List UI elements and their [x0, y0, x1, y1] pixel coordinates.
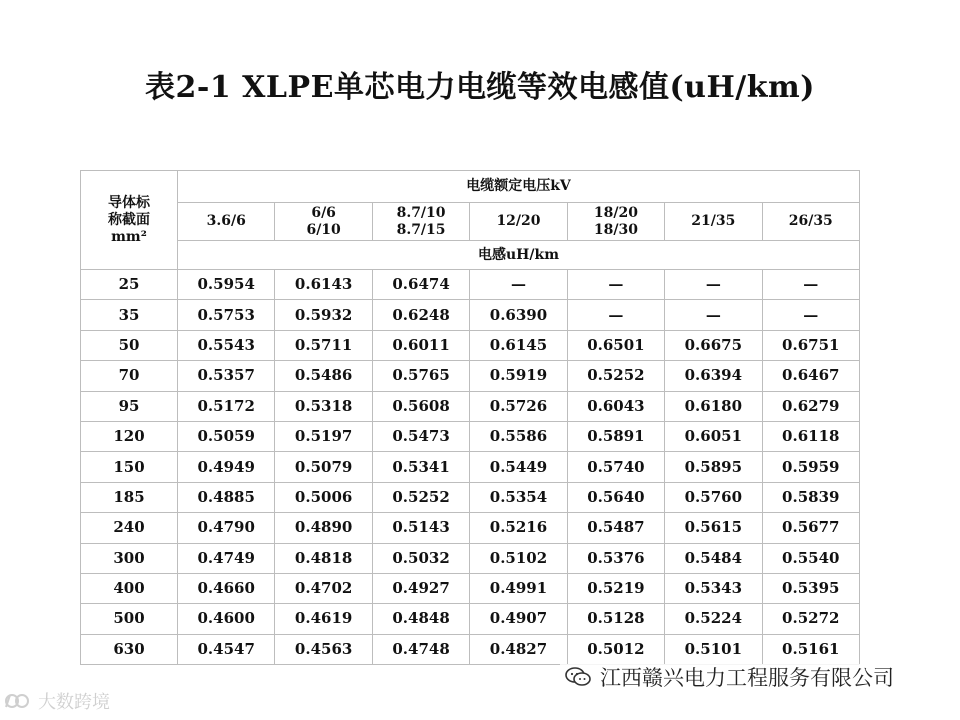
inductance-value-cell: 0.6180	[665, 391, 762, 421]
inductance-value-cell: 0.5640	[567, 482, 664, 512]
inductance-value-cell: 0.4702	[275, 573, 372, 603]
inductance-value-cell: 0.5540	[762, 543, 859, 573]
inductance-value-cell: 0.6051	[665, 421, 762, 451]
inductance-value-cell: 0.5677	[762, 513, 859, 543]
inductance-value-cell: 0.4619	[275, 604, 372, 634]
inductance-value-cell: 0.4827	[470, 634, 567, 664]
inductance-value-cell: 0.6501	[567, 330, 664, 360]
voltage-line1: 6/6	[311, 204, 336, 221]
voltage-line2: 6/10	[306, 221, 341, 238]
voltage-line1: 26/35	[788, 213, 833, 229]
inductance-value-cell: 0.5354	[470, 482, 567, 512]
corner-header	[81, 171, 178, 270]
corner-label-line2: 称截面	[108, 211, 150, 228]
inductance-value-cell: 0.6043	[567, 391, 664, 421]
voltage-column-header	[665, 203, 762, 241]
table-row	[81, 300, 860, 330]
inductance-value-cell: 0.5486	[275, 361, 372, 391]
inductance-value-cell: —	[665, 300, 762, 330]
inductance-value-cell: 0.6751	[762, 330, 859, 360]
inductance-value-cell: 0.6143	[275, 270, 372, 300]
inductance-value-cell: 0.5895	[665, 452, 762, 482]
inductance-value-cell: 0.5219	[567, 573, 664, 603]
table-row	[81, 573, 860, 603]
inductance-value-cell: 0.5449	[470, 452, 567, 482]
inductance-value-cell: 0.5101	[665, 634, 762, 664]
inductance-value-cell: 0.5376	[567, 543, 664, 573]
inductance-value-cell: 0.5954	[178, 270, 275, 300]
inductance-value-cell: 0.5197	[275, 421, 372, 451]
table-row	[81, 270, 860, 300]
inductance-value-cell: 0.4818	[275, 543, 372, 573]
conductor-size-cell: 70	[81, 361, 178, 391]
inductance-value-cell: 0.6248	[372, 300, 469, 330]
voltage-line2: 8.7/15	[396, 221, 446, 238]
watermark-right-text: 江西赣兴电力工程服务有限公司	[600, 666, 894, 690]
inductance-value-cell: —	[470, 270, 567, 300]
inductance-value-cell: 0.6394	[665, 361, 762, 391]
inductance-value-cell: 0.5919	[470, 361, 567, 391]
watermark-left-text: 大数跨境	[38, 692, 110, 713]
voltage-column-header	[178, 203, 275, 241]
inductance-value-cell: 0.4907	[470, 604, 567, 634]
inductance-value-cell: —	[762, 300, 859, 330]
inductance-value-cell: 0.5128	[567, 604, 664, 634]
inductance-value-cell: —	[567, 300, 664, 330]
inductance-value-cell: 0.5357	[178, 361, 275, 391]
corner-label-line1: 导体标	[108, 194, 150, 211]
inductance-value-cell: 0.5740	[567, 452, 664, 482]
voltage-line1: 8.7/10	[396, 204, 446, 221]
inductance-value-cell: 0.5318	[275, 391, 372, 421]
inductance-value-cell: 0.5932	[275, 300, 372, 330]
inductance-value-cell: 0.5032	[372, 543, 469, 573]
inductance-value-cell: 0.4991	[470, 573, 567, 603]
page-title: 表2-1 XLPE单芯电力电缆等效电感值(uH/km)	[145, 70, 815, 105]
inductance-value-cell: 0.5343	[665, 573, 762, 603]
inductance-value-cell: 0.4848	[372, 604, 469, 634]
voltage-column-header	[470, 203, 567, 241]
inductance-value-cell: 0.6011	[372, 330, 469, 360]
inductance-value-cell: 0.5608	[372, 391, 469, 421]
inductance-value-cell: 0.6467	[762, 361, 859, 391]
inductance-value-cell: 0.4600	[178, 604, 275, 634]
conductor-size-cell: 150	[81, 452, 178, 482]
table-row	[81, 452, 860, 482]
table-row	[81, 634, 860, 664]
inductance-value-cell: 0.5341	[372, 452, 469, 482]
inductance-value-cell: 0.6279	[762, 391, 859, 421]
inductance-value-cell: 0.4885	[178, 482, 275, 512]
wechat-icon	[564, 666, 592, 688]
voltage-line1: 12/20	[496, 213, 541, 229]
conductor-size-cell: 630	[81, 634, 178, 664]
conductor-size-cell: 300	[81, 543, 178, 573]
inductance-value-cell: 0.5006	[275, 482, 372, 512]
table-row	[81, 604, 860, 634]
inductance-value-cell: 0.5543	[178, 330, 275, 360]
voltage-column-header	[275, 203, 372, 241]
table-row	[81, 391, 860, 421]
inductance-value-cell: 0.5252	[372, 482, 469, 512]
inductance-value-cell: —	[762, 270, 859, 300]
inductance-value-cell: 0.5143	[372, 513, 469, 543]
inductance-value-cell: 0.4660	[178, 573, 275, 603]
conductor-size-cell: 185	[81, 482, 178, 512]
table-row	[81, 482, 860, 512]
inductance-value-cell: 0.5753	[178, 300, 275, 330]
logo-icon	[4, 691, 34, 711]
inductance-value-cell: 0.4790	[178, 513, 275, 543]
inductance-value-cell: 0.5102	[470, 543, 567, 573]
voltage-line1: 3.6/6	[206, 213, 246, 229]
inductance-value-cell: 0.5216	[470, 513, 567, 543]
inductance-value-cell: 0.4949	[178, 452, 275, 482]
inductance-value-cell: 0.4890	[275, 513, 372, 543]
watermark-left	[4, 688, 110, 714]
inductance-unit-header: 电感uH/km	[178, 241, 860, 270]
corner-label-line3: mm²	[111, 228, 147, 245]
inductance-table	[80, 170, 860, 665]
conductor-size-cell: 25	[81, 270, 178, 300]
inductance-value-cell: 0.5272	[762, 604, 859, 634]
voltage-line1: 21/35	[691, 213, 736, 229]
conductor-size-cell: 35	[81, 300, 178, 330]
table-row	[81, 421, 860, 451]
inductance-value-cell: 0.5711	[275, 330, 372, 360]
inductance-value-cell: 0.5586	[470, 421, 567, 451]
inductance-value-cell: 0.5224	[665, 604, 762, 634]
inductance-value-cell: —	[665, 270, 762, 300]
inductance-value-cell: 0.4927	[372, 573, 469, 603]
conductor-size-cell: 120	[81, 421, 178, 451]
conductor-size-cell: 400	[81, 573, 178, 603]
watermark-right	[560, 664, 900, 690]
inductance-value-cell: 0.4563	[275, 634, 372, 664]
inductance-value-cell: —	[567, 270, 664, 300]
voltage-group-header: 电缆额定电压kV	[178, 171, 860, 203]
inductance-value-cell: 0.5484	[665, 543, 762, 573]
conductor-size-cell: 240	[81, 513, 178, 543]
inductance-value-cell: 0.5079	[275, 452, 372, 482]
voltage-column-header	[567, 203, 664, 241]
inductance-value-cell: 0.6390	[470, 300, 567, 330]
inductance-value-cell: 0.5473	[372, 421, 469, 451]
conductor-size-cell: 95	[81, 391, 178, 421]
inductance-value-cell: 0.5891	[567, 421, 664, 451]
inductance-value-cell: 0.5161	[762, 634, 859, 664]
inductance-value-cell: 0.5959	[762, 452, 859, 482]
inductance-value-cell: 0.5765	[372, 361, 469, 391]
inductance-value-cell: 0.5012	[567, 634, 664, 664]
table-row	[81, 361, 860, 391]
inductance-value-cell: 0.4749	[178, 543, 275, 573]
inductance-value-cell: 0.5615	[665, 513, 762, 543]
voltage-line2: 18/30	[593, 221, 638, 238]
conductor-size-cell: 500	[81, 604, 178, 634]
inductance-value-cell: 0.6145	[470, 330, 567, 360]
conductor-size-cell: 50	[81, 330, 178, 360]
inductance-value-cell: 0.4748	[372, 634, 469, 664]
table-row	[81, 513, 860, 543]
inductance-value-cell: 0.5059	[178, 421, 275, 451]
inductance-value-cell: 0.5487	[567, 513, 664, 543]
inductance-value-cell: 0.6474	[372, 270, 469, 300]
inductance-value-cell: 0.5395	[762, 573, 859, 603]
voltage-column-header	[762, 203, 859, 241]
inductance-value-cell: 0.6675	[665, 330, 762, 360]
inductance-value-cell: 0.4547	[178, 634, 275, 664]
inductance-value-cell: 0.5172	[178, 391, 275, 421]
voltage-column-header	[372, 203, 469, 241]
voltage-line1: 18/20	[593, 204, 638, 221]
inductance-value-cell: 0.6118	[762, 421, 859, 451]
table-row	[81, 330, 860, 360]
inductance-value-cell: 0.5760	[665, 482, 762, 512]
table-row	[81, 543, 860, 573]
inductance-value-cell: 0.5839	[762, 482, 859, 512]
inductance-value-cell: 0.5252	[567, 361, 664, 391]
inductance-value-cell: 0.5726	[470, 391, 567, 421]
